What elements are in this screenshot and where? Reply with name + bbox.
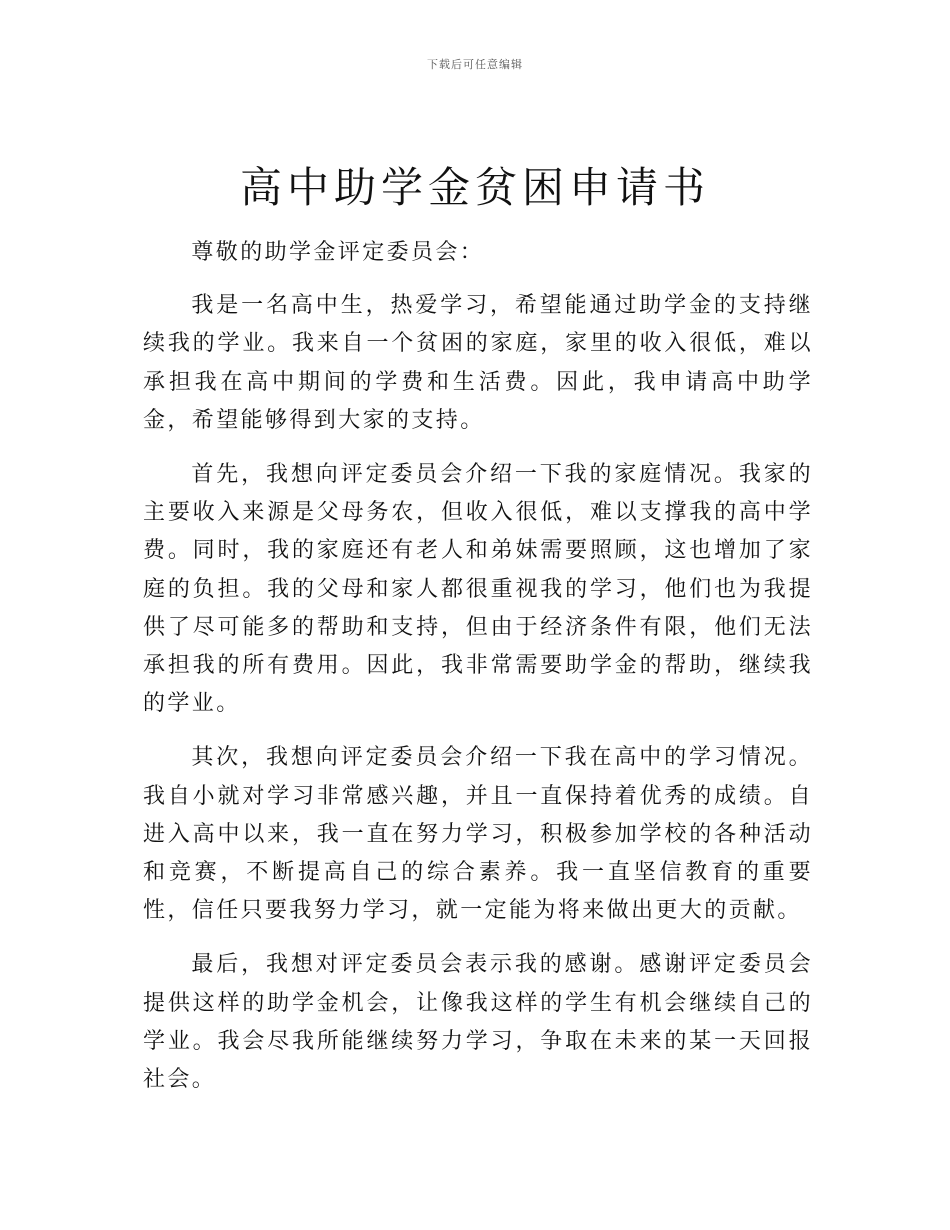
paragraph-thanks: 最后，我想对评定委员会表示我的感谢。感谢评定委员会提供这样的助学金机会，让像我这样的学生有机会继续自己的学业。我会尽我所能继续努力学习，争取在未来的某一天回报社会。 (143, 952, 813, 1093)
document-body (143, 234, 813, 1115)
paragraph-study: 其次，我想向评定委员会介绍一下我在高中的学习情况。我自小就对学习非常感兴趣，并且一直保持着优秀的成绩。自进入高中以来，我一直在努力学习，积极参加学校的各种活动和竞赛，不断提高自己的综合素养。我一直坚信教育的重要性，信任只要我努力学习，就一定能为将来做出更大的贡献。 (143, 745, 813, 924)
header-note: 下载后可任意编辑 (427, 58, 523, 71)
paragraph-family: 首先，我想向评定委员会介绍一下我的家庭情况。我家的主要收入来源是父母务农，但收入很低，难以支撑我的高中学费。同时，我的家庭还有老人和弟妹需要照顾，这也增加了家庭的负担。我的父母和家人都很重视我的学习，他们也为我提供了尽可能多的帮助和支持，但由于经济条件有限，他们无法承担我的所有费用。因此，我非常需要助学金的帮助，继续我的学业。 (143, 462, 813, 717)
document-title: 高中助学金贫困申请书 (239, 163, 710, 212)
salutation: 尊敬的助学金评定委员会： (191, 240, 485, 265)
paragraph-intro: 我是一名高中生，热爱学习，希望能通过助学金的支持继续我的学业。我来自一个贫困的家庭，家里的收入很低，难以承担我在高中期间的学费和生活费。因此，我申请高中助学金，希望能够得到大家的支持。 (143, 293, 813, 433)
